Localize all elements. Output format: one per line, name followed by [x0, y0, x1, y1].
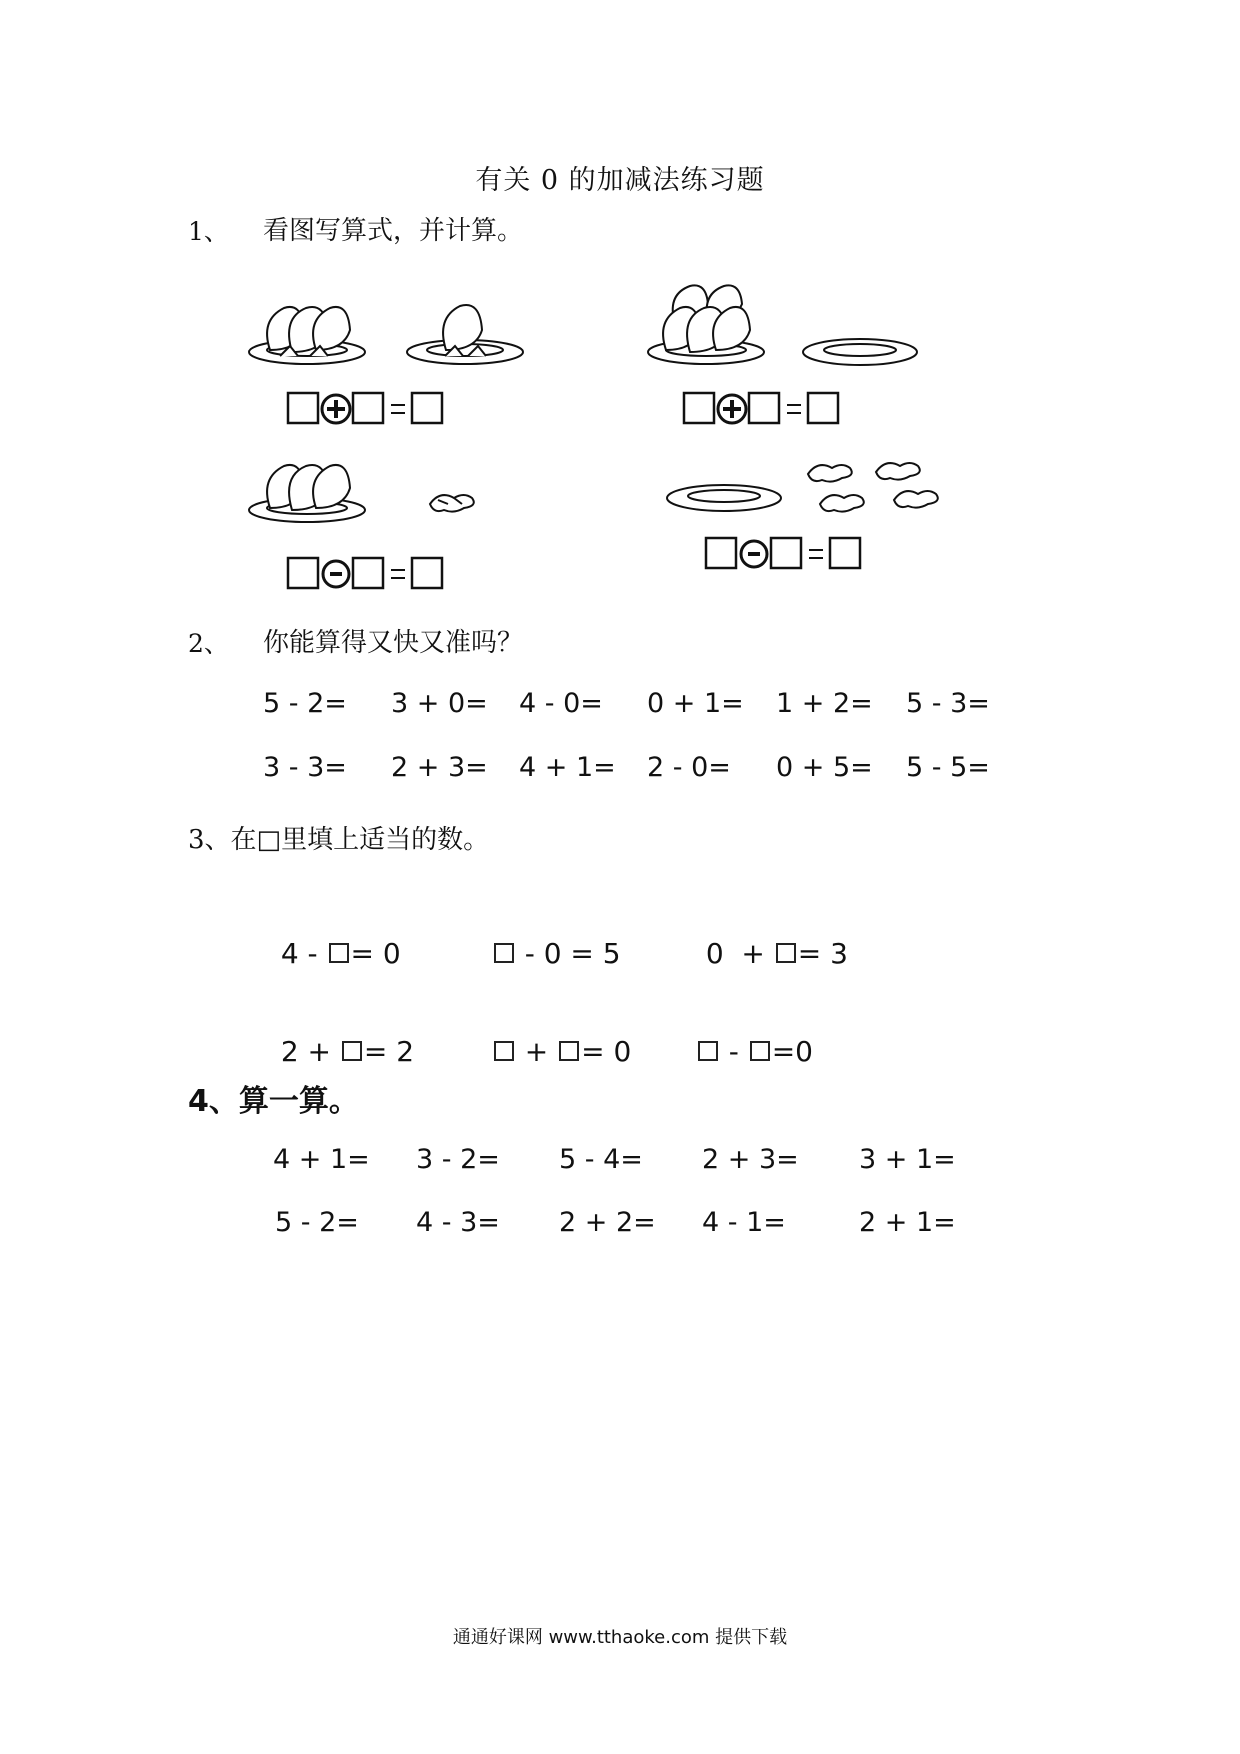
- q1-text: 看图写算式，并计算。: [263, 216, 524, 246]
- q3-part: 2 +: [280, 1035, 340, 1068]
- q3-text: 3、在□里填上适当的数。: [188, 825, 490, 855]
- peach-pit-icon: [430, 495, 474, 512]
- answer-box[interactable]: [494, 1041, 514, 1061]
- plate-of-one-peach-icon: [407, 305, 523, 364]
- q3-problem: [474, 904, 621, 970]
- q4-problem: 2 + 3=: [702, 1144, 799, 1175]
- q1-equation-box-4: [705, 537, 885, 573]
- plate-of-four-peaches-icon: [648, 285, 764, 364]
- q1-number: 1、: [188, 217, 229, 246]
- plus-circle-icon: [718, 395, 746, 423]
- q4-problem: 4 + 1=: [273, 1144, 370, 1175]
- q3-part: = 0: [350, 937, 401, 970]
- q4-problem: 3 - 2=: [416, 1144, 500, 1175]
- q3-problem: [678, 1002, 813, 1068]
- q3-part: +: [515, 1035, 558, 1068]
- minus-circle-icon: [741, 541, 767, 567]
- q4-problem: 2 + 2=: [559, 1207, 656, 1238]
- answer-box[interactable]: [342, 1041, 362, 1061]
- q3-problem: [263, 904, 401, 970]
- q3-part: = 3: [797, 937, 848, 970]
- q2-problem: 5 - 5=: [906, 752, 990, 783]
- q2-problem: 5 - 3=: [906, 688, 990, 719]
- q2-problem: 0 + 5=: [776, 752, 873, 783]
- q4-problem: 4 - 1=: [702, 1207, 786, 1238]
- plus-circle-icon: [322, 395, 350, 423]
- q2-problem: 4 + 1=: [519, 752, 616, 783]
- answer-box[interactable]: [776, 943, 796, 963]
- q4-problem: 4 - 3=: [416, 1207, 500, 1238]
- q1-equation-box-1: [287, 392, 467, 428]
- footer-credit: 通通好课网 www.tthaoke.com 提供下载: [452, 1627, 788, 1648]
- answer-box[interactable]: [750, 1041, 770, 1061]
- q4-heading: 4、算一算。: [188, 1084, 359, 1119]
- q3-part: 4 -: [280, 937, 327, 970]
- q3-problem: [474, 1002, 631, 1068]
- q4-problem: 5 - 2=: [275, 1207, 359, 1238]
- q1-equation-box-2: [683, 392, 863, 428]
- q1-picture-4: [658, 448, 978, 528]
- q3-part: = 0: [581, 1035, 632, 1068]
- q4-problem: 3 + 1=: [859, 1144, 956, 1175]
- q3-problem: [688, 904, 848, 970]
- q2-problem: 3 - 3=: [263, 752, 347, 783]
- q2-problem: 4 - 0=: [519, 688, 603, 719]
- q1-equation-box-3: [287, 557, 467, 593]
- empty-plate-icon: [667, 485, 781, 511]
- answer-box[interactable]: [494, 943, 514, 963]
- peach-pits-icon: [808, 463, 938, 512]
- answer-box[interactable]: [559, 1041, 579, 1061]
- q2-problem: 5 - 2=: [263, 688, 347, 719]
- answer-box[interactable]: [698, 1041, 718, 1061]
- q2-problem: 2 - 0=: [647, 752, 731, 783]
- plate-of-three-peaches-icon: [249, 465, 365, 522]
- minus-circle-icon: [323, 561, 349, 587]
- q2-text: 你能算得又快又准吗？: [263, 628, 524, 658]
- q3-problem: [263, 1002, 414, 1068]
- answer-box[interactable]: [329, 943, 349, 963]
- q2-problem: 2 + 3=: [391, 752, 488, 783]
- q4-problem: 5 - 4=: [559, 1144, 643, 1175]
- q1-picture-3: [240, 448, 500, 548]
- plate-of-three-peaches-icon: [249, 307, 365, 364]
- q3-part: - 0 = 5: [515, 937, 621, 970]
- q3-part: =0: [771, 1035, 813, 1068]
- empty-plate-icon: [803, 339, 917, 365]
- q3-part: = 2: [363, 1035, 415, 1068]
- q2-problem: 1 + 2=: [776, 688, 873, 719]
- q2-problem: 3 + 0=: [391, 688, 488, 719]
- q2-problem: 0 + 1=: [647, 688, 744, 719]
- q4-problem: 2 + 1=: [859, 1207, 956, 1238]
- page-title: 有关 0 的加减法练习题: [475, 165, 765, 196]
- q1-picture-2: [638, 280, 938, 400]
- q2-number: 2、: [188, 629, 229, 658]
- q3-part: -: [719, 1035, 748, 1068]
- q3-part: 0 +: [705, 937, 774, 970]
